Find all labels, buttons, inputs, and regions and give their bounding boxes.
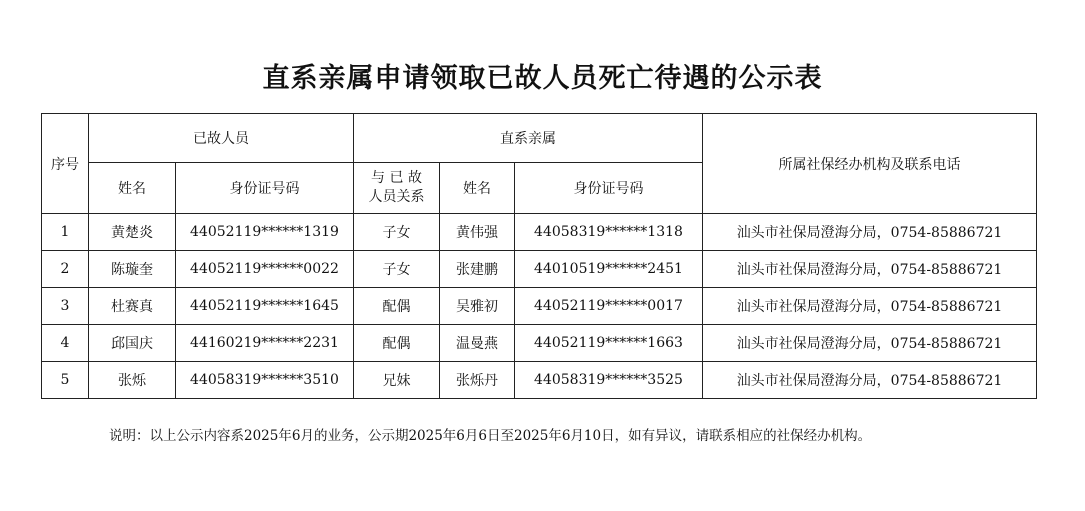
cell-deceased-id: 44052119******1319 bbox=[176, 214, 354, 251]
cell-relative-id: 44052119******1663 bbox=[515, 325, 703, 362]
cell-deceased-id: 44160219******2231 bbox=[176, 325, 354, 362]
cell-deceased-name: 杜赛真 bbox=[89, 288, 176, 325]
cell-seq: 5 bbox=[42, 362, 89, 399]
header-seq: 序号 bbox=[42, 114, 89, 214]
cell-deceased-name: 陈璇奎 bbox=[89, 251, 176, 288]
cell-relative-name: 张烁丹 bbox=[440, 362, 515, 399]
footnote: 说明：以上公示内容系2025年6月的业务，公示期2025年6月6日至2025年6月10日，如有异议，请联系相应的社保经办机构。 bbox=[109, 428, 872, 444]
table-row bbox=[42, 288, 1037, 325]
header-deceased-name: 姓名 bbox=[89, 163, 176, 214]
header-relative-group: 直系亲属 bbox=[354, 114, 703, 163]
cell-seq: 3 bbox=[42, 288, 89, 325]
cell-deceased-id: 44058319******3510 bbox=[176, 362, 354, 399]
cell-relation: 兄妹 bbox=[354, 362, 440, 399]
cell-relative-name: 温曼燕 bbox=[440, 325, 515, 362]
cell-deceased-id: 44052119******0022 bbox=[176, 251, 354, 288]
cell-relation: 子女 bbox=[354, 251, 440, 288]
cell-relation: 子女 bbox=[354, 214, 440, 251]
header-deceased-group: 已故人员 bbox=[89, 114, 354, 163]
cell-relation: 配偶 bbox=[354, 288, 440, 325]
cell-relative-name: 黄伟强 bbox=[440, 214, 515, 251]
header-relation bbox=[354, 163, 440, 214]
cell-relative-name: 张建鹏 bbox=[440, 251, 515, 288]
header-relative-id: 身份证号码 bbox=[515, 163, 703, 214]
header-relative-name: 姓名 bbox=[440, 163, 515, 214]
header-deceased-id: 身份证号码 bbox=[176, 163, 354, 214]
cell-agency: 汕头市社保局澄海分局，0754-85886721 bbox=[703, 214, 1037, 251]
header-relation-line2: 人员关系 bbox=[368, 189, 425, 205]
cell-agency: 汕头市社保局澄海分局，0754-85886721 bbox=[703, 362, 1037, 399]
cell-relative-id: 44058319******3525 bbox=[515, 362, 703, 399]
table-row bbox=[42, 362, 1037, 399]
cell-relation: 配偶 bbox=[354, 325, 440, 362]
cell-deceased-name: 张烁 bbox=[89, 362, 176, 399]
cell-relative-id: 44058319******1318 bbox=[515, 214, 703, 251]
cell-relative-id: 44010519******2451 bbox=[515, 251, 703, 288]
cell-deceased-id: 44052119******1645 bbox=[176, 288, 354, 325]
cell-agency: 汕头市社保局澄海分局，0754-85886721 bbox=[703, 251, 1037, 288]
page-title: 直系亲属申请领取已故人员死亡待遇的公示表 bbox=[262, 63, 823, 94]
cell-seq: 4 bbox=[42, 325, 89, 362]
header-relation-line1: 与 已 故 bbox=[371, 170, 422, 186]
notice-table bbox=[41, 113, 1037, 399]
table-row bbox=[42, 251, 1037, 288]
cell-seq: 1 bbox=[42, 214, 89, 251]
cell-relative-name: 吴雅初 bbox=[440, 288, 515, 325]
cell-deceased-name: 黄楚炎 bbox=[89, 214, 176, 251]
cell-deceased-name: 邱国庆 bbox=[89, 325, 176, 362]
cell-seq: 2 bbox=[42, 251, 89, 288]
table-row bbox=[42, 214, 1037, 251]
cell-agency: 汕头市社保局澄海分局，0754-85886721 bbox=[703, 288, 1037, 325]
cell-relative-id: 44052119******0017 bbox=[515, 288, 703, 325]
header-agency: 所属社保经办机构及联系电话 bbox=[703, 114, 1037, 214]
table-row bbox=[42, 325, 1037, 362]
cell-agency: 汕头市社保局澄海分局，0754-85886721 bbox=[703, 325, 1037, 362]
